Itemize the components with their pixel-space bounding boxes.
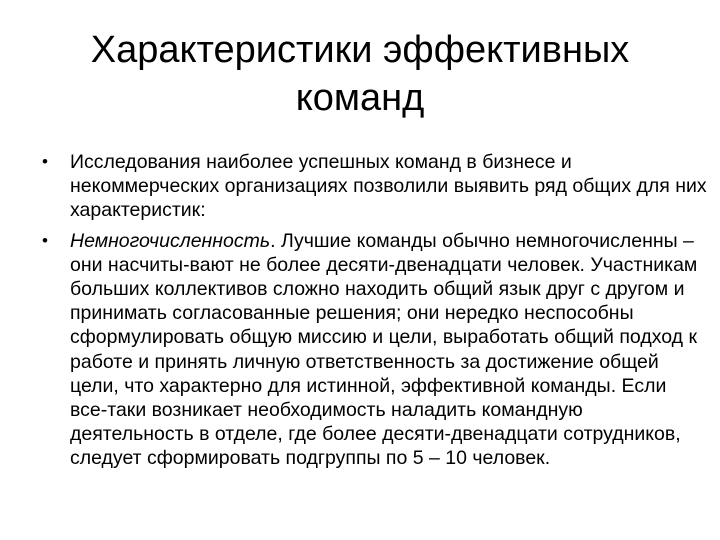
slide-title-line-2: команд [295,77,425,119]
bullet-dot-icon: • [42,152,48,171]
bullet-text-research: Исследования наиболее успешных команд в бизнесе и некоммерческих организациях позволили выявить ряд общих для них характеристик: [70,151,707,222]
bullet-item-small-size [42,229,707,471]
bullet-list [42,150,707,477]
slide-title [40,26,680,122]
bullet-dot-icon: • [42,230,48,250]
bullet-text-small-size: . Лучшие команды обычно немногочисленны – они насчиты-вают не более десяти-двенадцати человек. Участникам больших коллективов сложно находить общий язык друг с другом и принимать согласованные решения; они нередко неспособны сформулировать общую миссию и цели, выработать общий подход к работе и принять личную ответственность за достижение общей цели, что характерно для истинной, эффективной команды. Если все-таки возникает необходимость наладить командную деятельность в отделе, где более десяти-двенадцати сотрудников, следует сформировать подгруппы по 5 – 10 человек. [70,229,698,470]
bullet-term-small-size: Немногочисленность [70,229,271,252]
bullet-item-research [42,150,707,223]
slide-title-line-1: Характеристики эффективных [90,29,630,71]
